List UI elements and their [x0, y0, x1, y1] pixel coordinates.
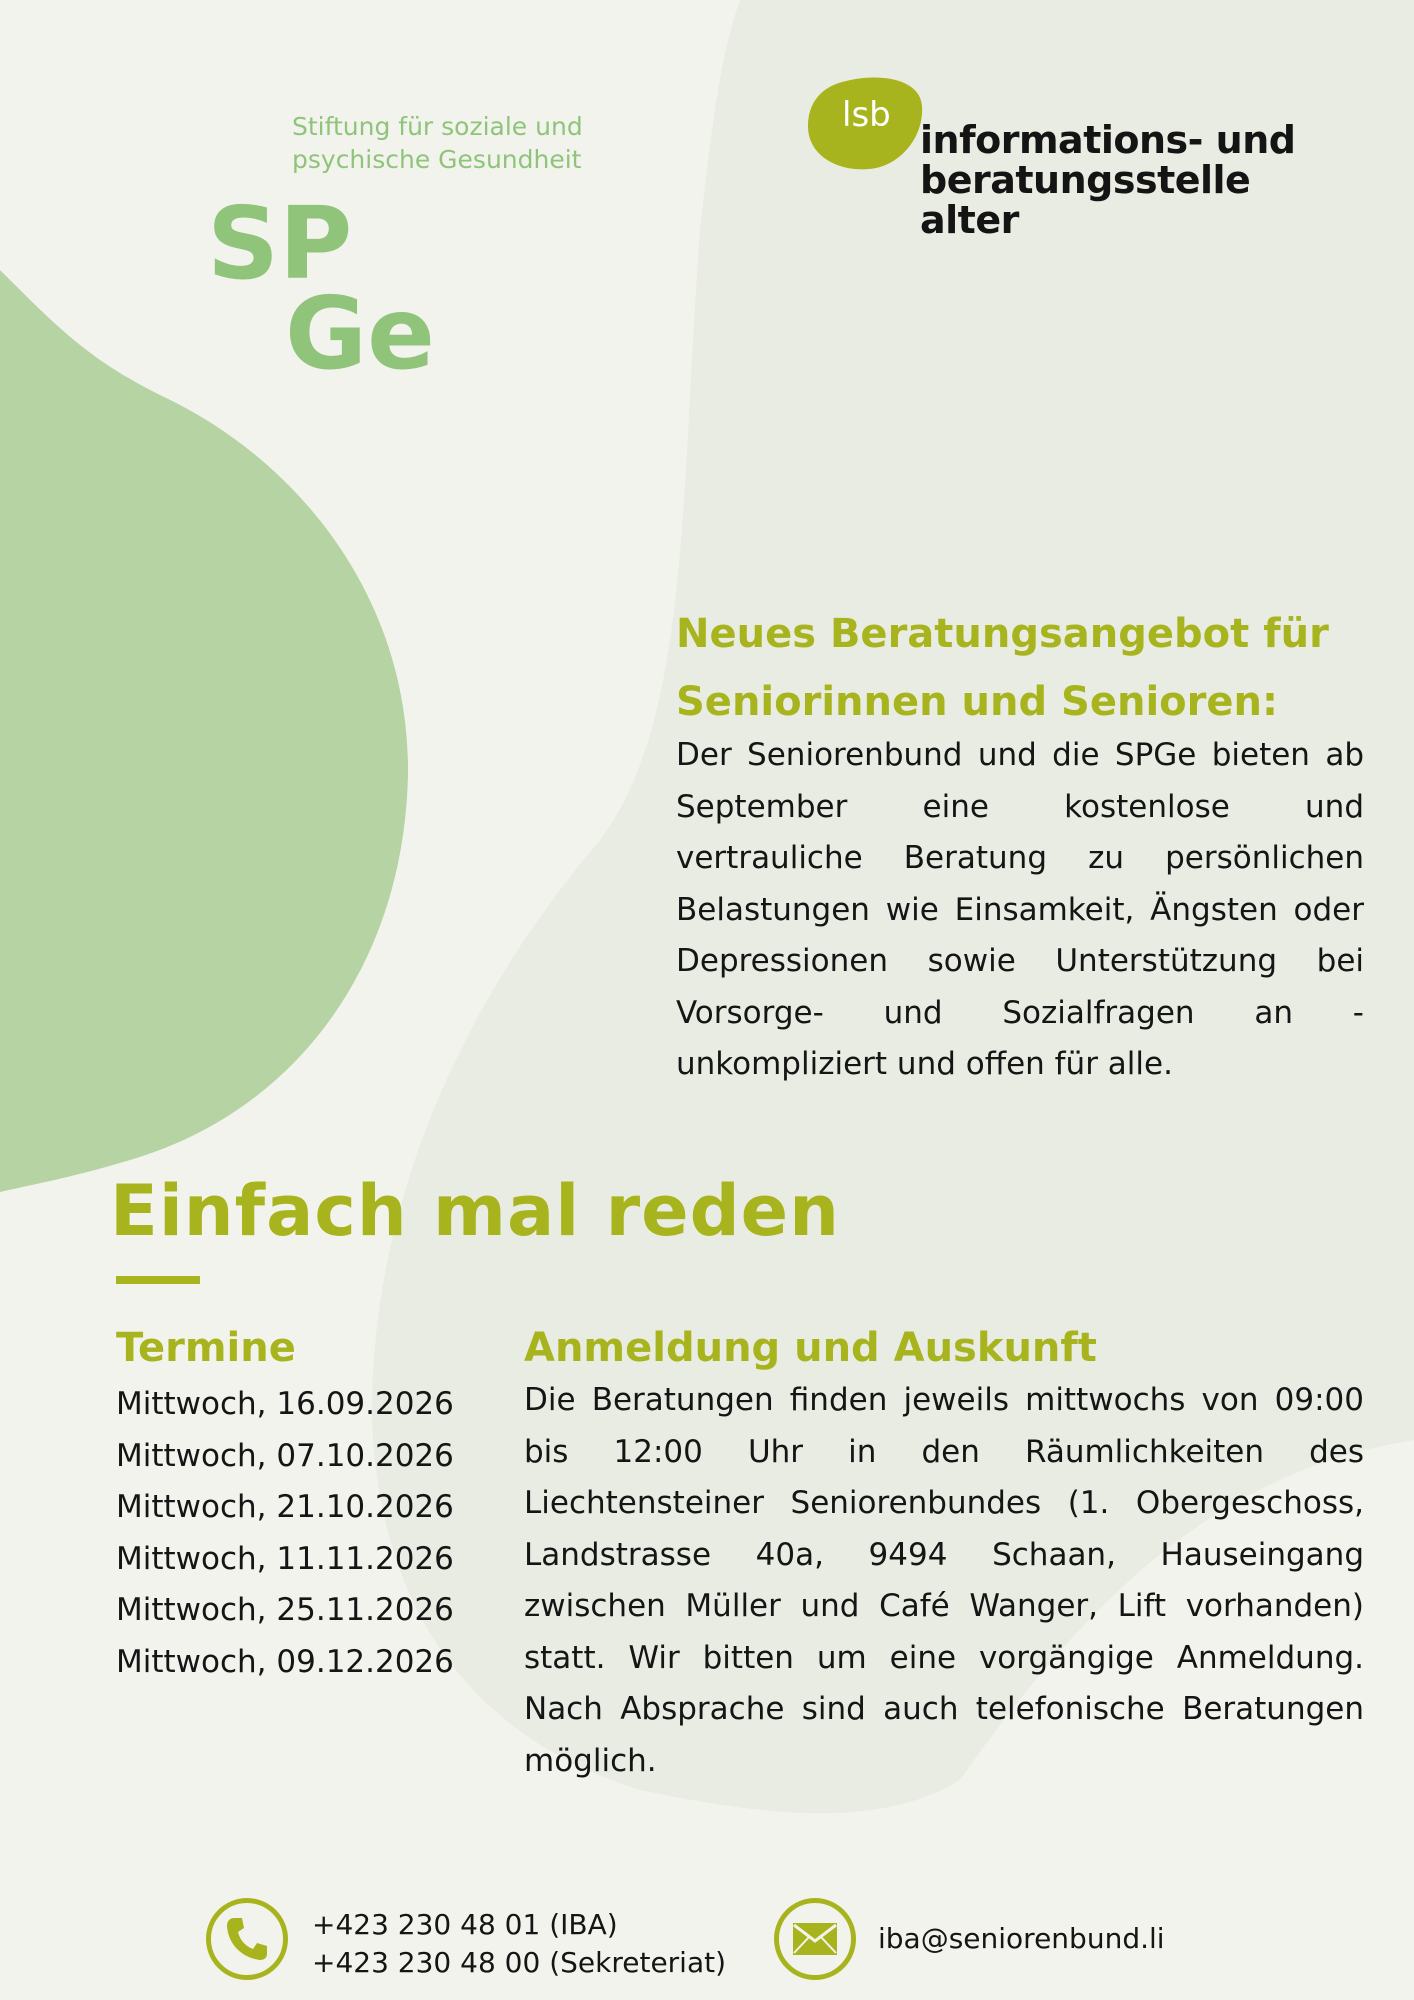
termine-date: Mittwoch, 07.10.2026: [116, 1437, 454, 1474]
intro-body: Der Seniorenbund und die SPGe bieten ab September eine kostenlose und vertrauliche Beratung zu persönlichen Belastungen wie Einsamkeit, Ängsten oder Depressionen sowie Unterstützung bei Vorsorge- und Sozialfragen an - unkompliziert und offen für alle.: [676, 737, 1364, 1082]
termine-date: Mittwoch, 16.09.2026: [116, 1386, 454, 1422]
mail-icon: [774, 1898, 856, 1980]
spge-logo-ge: Ge: [285, 275, 435, 382]
phone-icon: [206, 1898, 288, 1980]
phone-glyph: [225, 1916, 269, 1962]
termine-date: Mittwoch, 25.11.2026: [116, 1592, 454, 1628]
termine-title: Termine: [116, 1325, 296, 1371]
phone-iba[interactable]: +423 230 48 01 (IBA): [312, 1908, 618, 1941]
green-blob-shape: [0, 270, 408, 1192]
termine-list: [116, 1379, 486, 1688]
spge-logo-sp: SP: [207, 192, 353, 302]
lsb-badge-text: lsb: [842, 95, 891, 135]
termine-date: Mittwoch, 21.10.2026: [116, 1489, 454, 1525]
termine-date: Mittwoch, 11.11.2026: [116, 1540, 454, 1577]
lsb-wordmark: [920, 120, 1360, 240]
termine-date: Mittwoch, 09.12.2026: [116, 1643, 454, 1680]
lsb-logo-badge: [806, 76, 926, 174]
spge-logo: [205, 192, 465, 382]
phone-sekretariat[interactable]: +423 230 48 00 (Sekreteriat): [312, 1946, 727, 1979]
intro-title-line2: Seniorinnen und Senioren:: [676, 679, 1278, 725]
spge-tagline-line2: psychische Gesundheit: [292, 145, 582, 174]
page-headline: Einfach mal reden: [110, 1170, 840, 1252]
lsb-wordmark-line1: informations- und: [920, 118, 1296, 162]
anmeldung-body: Die Beratungen finden jeweils mittwochs von 09:00 bis 12:00 Uhr in den Räumlichkeiten des Liechtensteiner Seniorenbundes (1. Obergeschoss, Landstrasse 40a, 9494 Schaan, Hauseingang zwischen Müller und Café Wanger, Lift vorhanden) statt. Wir bitten um eine vorgängige Anmeldung. Nach Absprache sind auch telefonische Beratungen möglich.: [524, 1382, 1364, 1779]
spge-tagline: [292, 110, 652, 176]
spge-tagline-line1: Stiftung für soziale und: [292, 112, 583, 141]
envelope-glyph: [792, 1922, 838, 1956]
intro-title: [676, 600, 1376, 736]
email-link[interactable]: iba@seniorenbund.li: [878, 1922, 1165, 1955]
phone-numbers: [312, 1906, 772, 1982]
lsb-wordmark-line2: beratungsstelle alter: [920, 158, 1251, 242]
headline-underline: [116, 1276, 200, 1284]
anmeldung-title: Anmeldung und Auskunft: [524, 1325, 1097, 1371]
intro-title-line1: Neues Beratungsangebot für: [676, 611, 1329, 657]
